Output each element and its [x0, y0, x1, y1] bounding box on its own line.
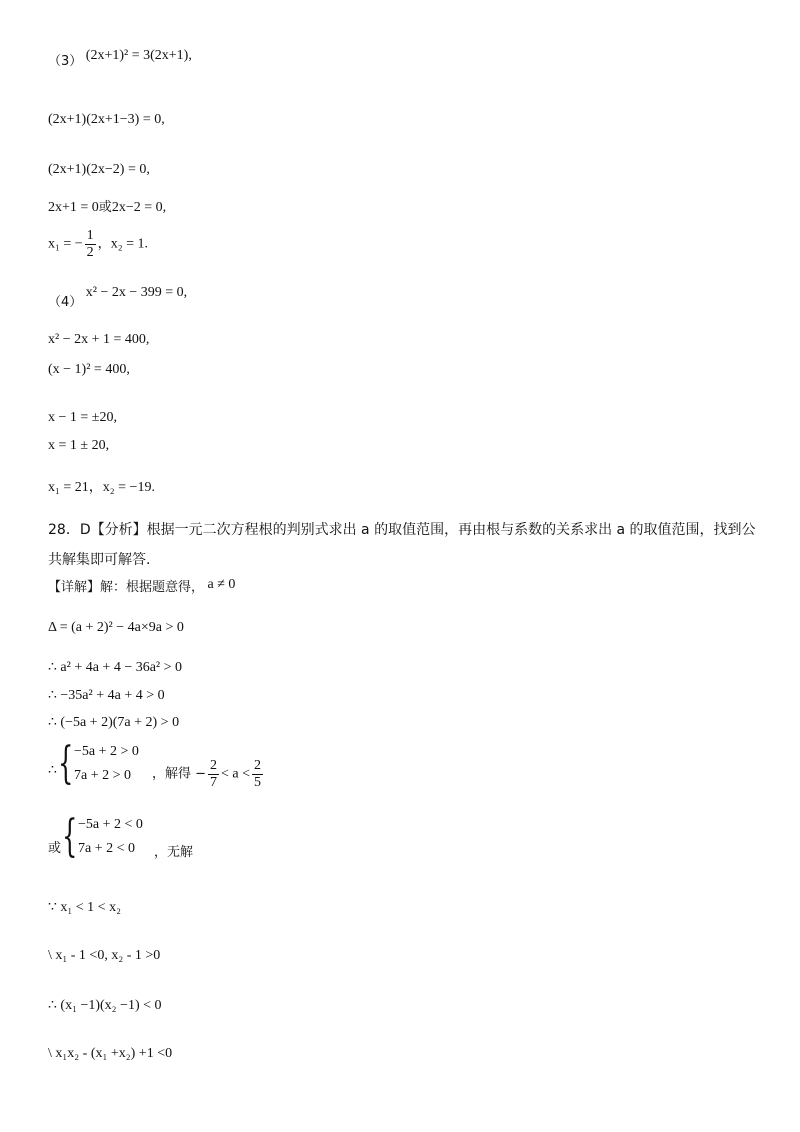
part3-equation-0	[48, 48, 192, 72]
part4-eq4: x = 1 ± 20,	[48, 438, 110, 453]
q28-line-b4: \ x₁x₂ - (x₁ +x₂) +1 <0	[48, 1046, 173, 1061]
q28-detail	[48, 578, 235, 598]
part3-eq3-or: 或	[98, 200, 112, 215]
q28-system-1	[48, 738, 348, 792]
q28-step1: ∴ a² + 4a + 4 − 36a² > 0	[48, 660, 183, 675]
q28-delta: Δ = (a + 2)² − 4a×9a > 0	[48, 620, 184, 635]
q28-analysis	[48, 515, 758, 575]
fraction-denominator: 2	[86, 245, 94, 260]
part4-eq5: x₁ = 21，x₂ = −19.	[48, 480, 155, 495]
q28-line-b2: \ x₁ - 1 <0, x₂ - 1 >0	[48, 948, 161, 963]
q28-system-2	[48, 811, 348, 865]
q28-detail-label: 【详解】解：根据题意得，	[48, 580, 205, 595]
q28-analysis-line2: 共解集即可解答.	[48, 552, 151, 568]
q28-sys1-therefore: ∴	[48, 763, 57, 778]
brace-icon: {	[58, 738, 74, 789]
part4-eq2: (x − 1)² = 400,	[48, 362, 130, 377]
q28-step2: ∴ −35a² + 4a + 4 > 0	[48, 688, 165, 703]
part3-sol-x1: x₁ = −	[48, 236, 83, 252]
part4-eq0: x² − 2x − 399 = 0,	[85, 285, 188, 300]
q28-sys1-bottom: 7a + 2 > 0	[74, 768, 132, 783]
q28-line-b3: ∴ (x₁ −1)(x₂ −1) < 0	[48, 998, 162, 1013]
fraction-denominator: 7	[210, 775, 218, 790]
q28-sys2-top: −5a + 2 < 0	[78, 817, 143, 832]
part4-eq1: x² − 2x + 1 = 400,	[48, 332, 150, 347]
part4-equation-0	[48, 283, 188, 310]
q28-sys1-mid: < a <	[221, 766, 251, 782]
part3-eq3	[48, 198, 166, 218]
part3-eq1: (2x+1)(2x+1−3) = 0,	[48, 112, 165, 127]
q28-sys1-top: −5a + 2 > 0	[74, 744, 139, 759]
part4-label: （4）	[48, 295, 83, 310]
fraction-denominator: 5	[254, 775, 262, 790]
q28-sys1-frac2	[252, 758, 263, 791]
part4-eq3: x − 1 = ±20,	[48, 410, 117, 425]
q28-sys1-solve: ，解得 −	[152, 766, 207, 782]
fraction-numerator: 2	[254, 758, 262, 773]
q28-sys2-or: 或	[48, 841, 62, 856]
part3-eq2: (2x+1)(2x−2) = 0,	[48, 162, 150, 177]
fraction-numerator: 2	[210, 758, 218, 773]
q28-sys1-frac1	[208, 758, 219, 791]
part3-label: （3）	[48, 54, 83, 69]
q28-detail-cond: a ≠ 0	[207, 577, 236, 592]
fraction-numerator: 1	[86, 228, 94, 243]
part3-eq0: (2x+1)² = 3(2x+1),	[85, 48, 192, 63]
part3-eq3b: 2x−2 = 0,	[111, 200, 167, 215]
q28-step3: ∴ (−5a + 2)(7a + 2) > 0	[48, 715, 180, 730]
part3-solution	[48, 228, 148, 261]
q28-because: ∵ x₁ < 1 < x₂	[48, 900, 121, 915]
q28-analysis-line1: 28．D【分析】根据一元二次方程根的判别式求出 a 的取值范围，再由根与系数的关系求出 a 的取值范围，找到公	[48, 522, 756, 538]
part3-sol-x2: x₂ = 1.	[110, 236, 148, 252]
q28-sys2-result: ，无解	[154, 845, 194, 860]
brace-icon: {	[62, 811, 78, 862]
part3-sol-sep: ，	[97, 236, 111, 252]
q28-sys1-solution	[152, 758, 265, 791]
part3-sol-fraction	[85, 228, 96, 261]
q28-sys2-bottom: 7a + 2 < 0	[78, 841, 136, 856]
part3-eq3a: 2x+1 = 0	[48, 200, 99, 215]
